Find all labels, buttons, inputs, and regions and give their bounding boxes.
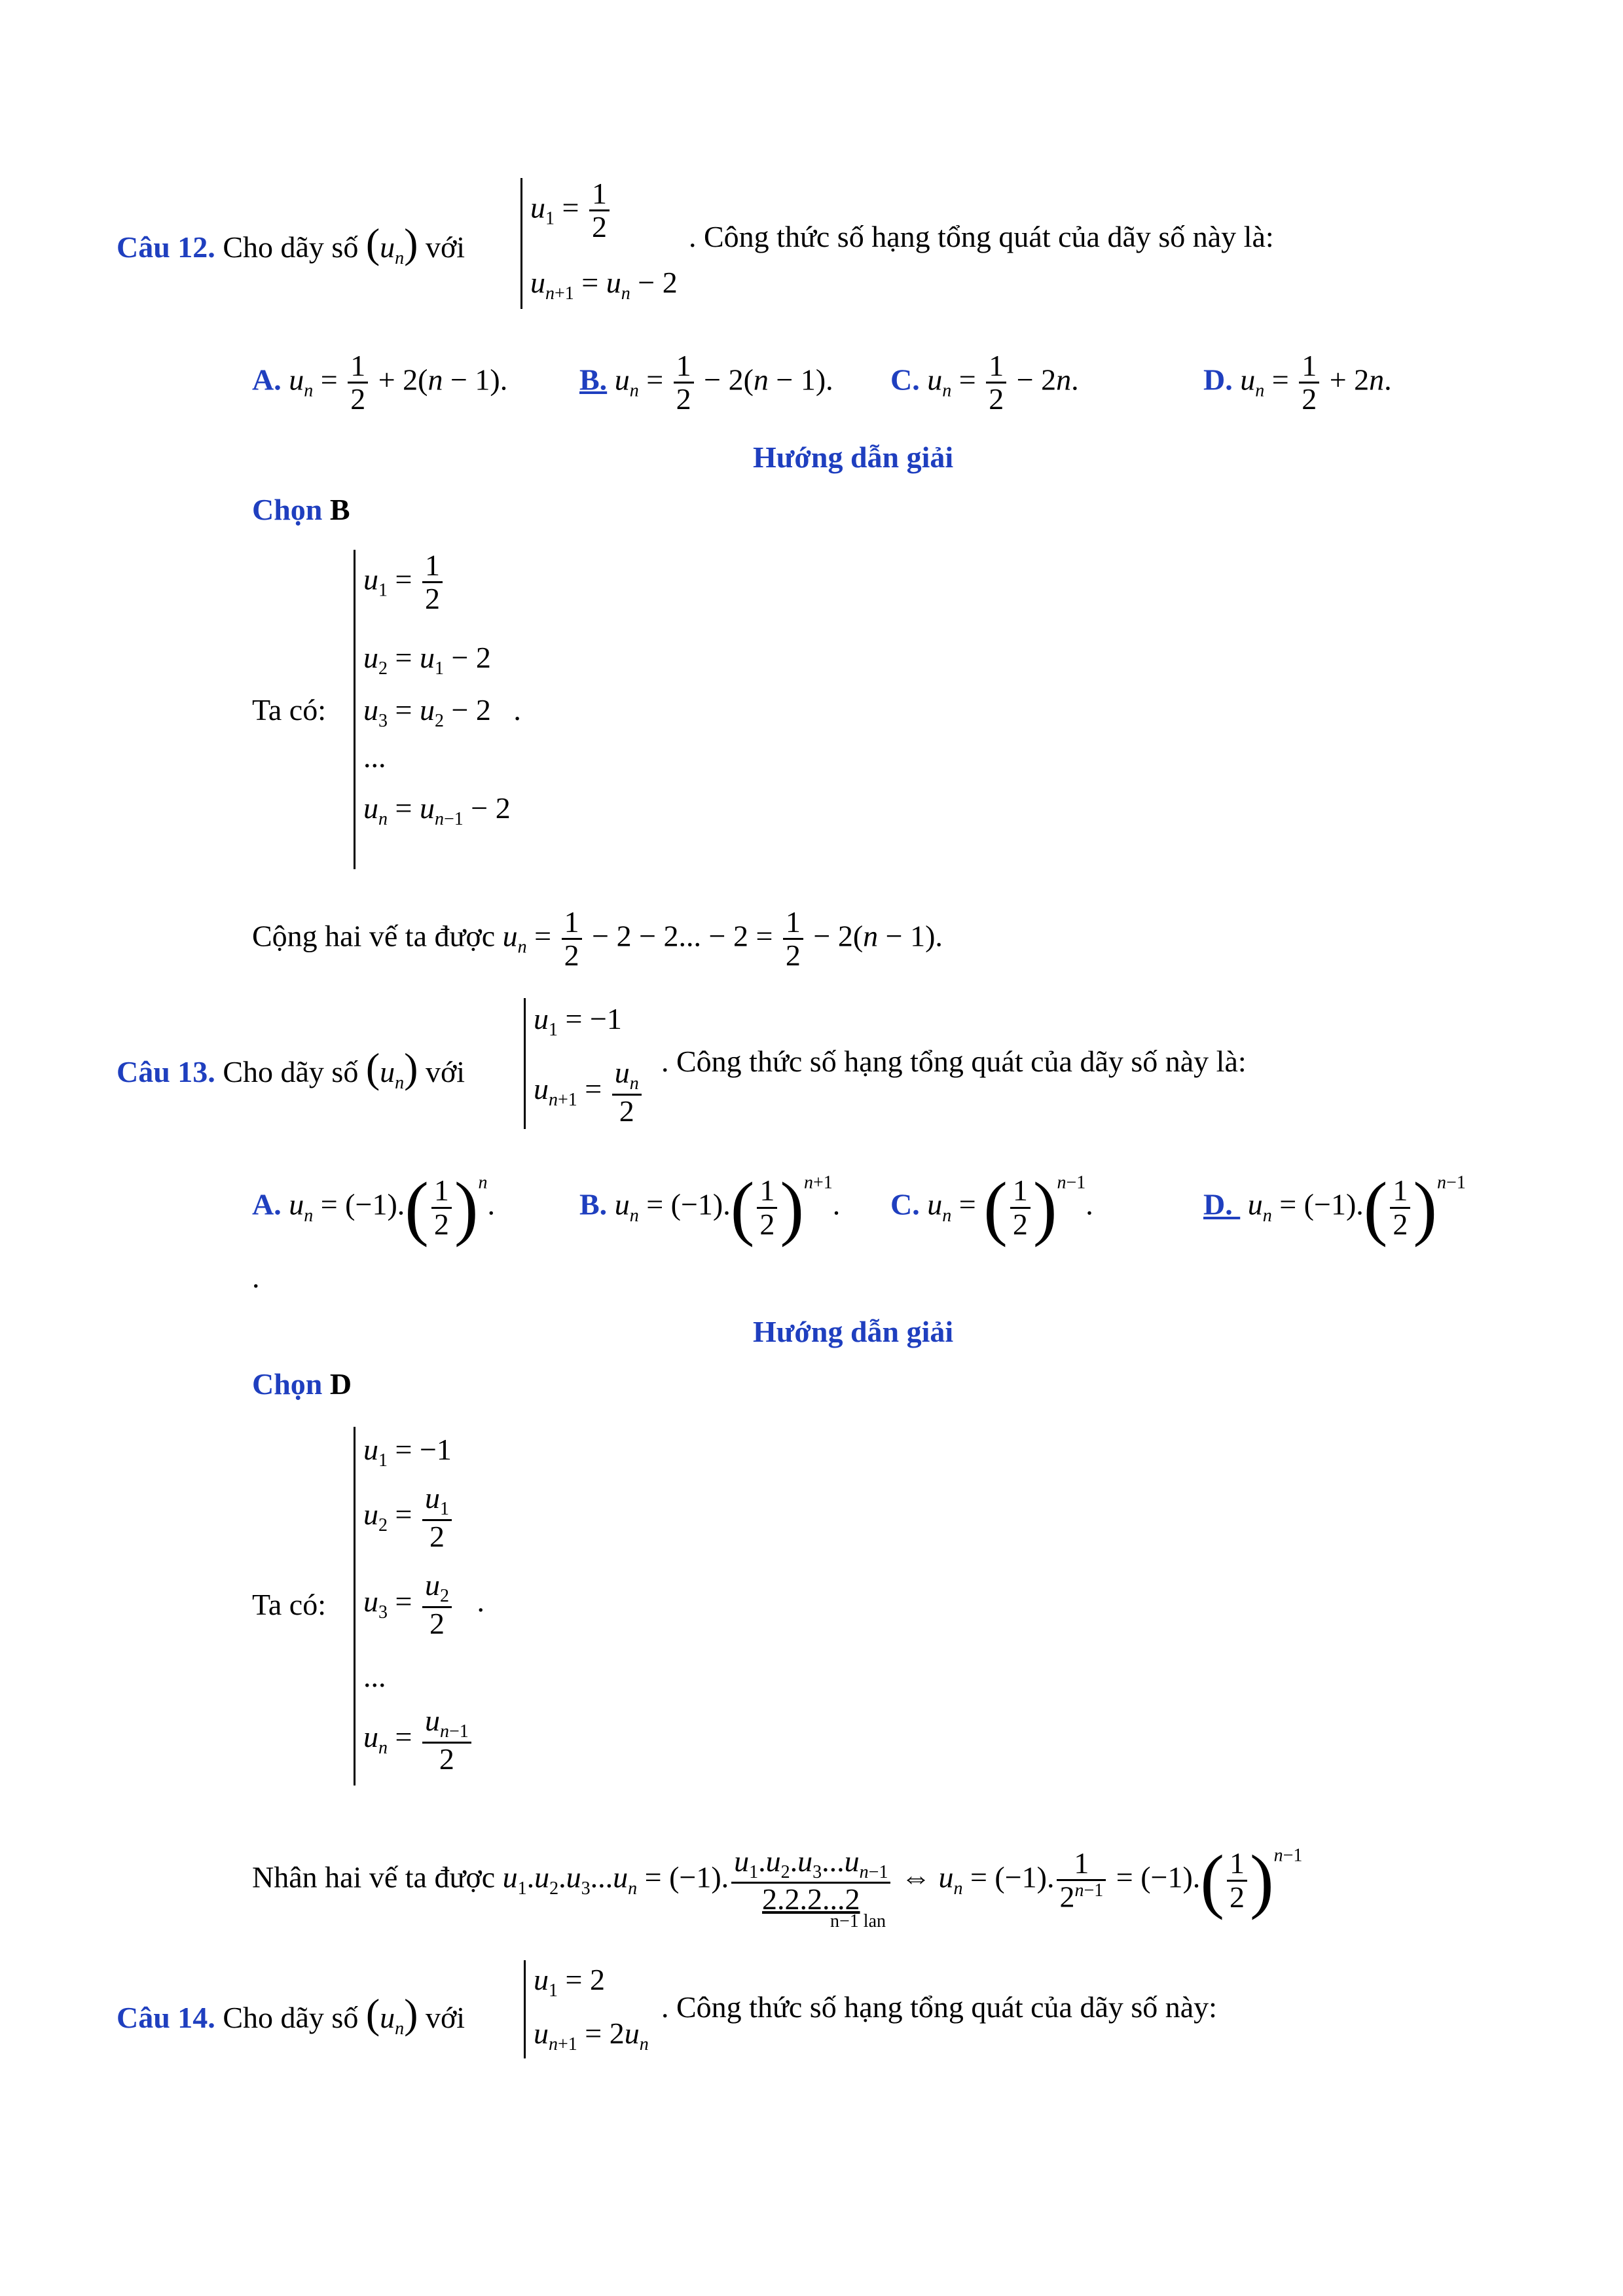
q12-option-b[interactable]: B. $u_n$ = $\frac{1}{2}$ − 2(n − 1). [579,349,833,416]
q12-ta-co: Ta có: [252,693,327,726]
q14-system-line2: $u_{n+1} = 2u_n$ [534,2017,649,2055]
q12-intro: Cho dãy số [223,230,359,264]
q14-label: Câu 14. [117,2001,215,2034]
q12-label: Câu 12. [117,230,215,264]
q13-system-line2: $u_{n+1}$ = $\frac{u_n}{2}$ [534,1057,644,1127]
q13-eq1: $u_1 = -1$ [363,1433,452,1471]
q13-dot: . [252,1261,260,1294]
q12-eq1: $u_1$ = $\frac{1}{2}$ [363,550,445,615]
q13-ta-co: Ta có: [252,1588,327,1621]
q12-stem: Câu 12. Cho dãy số $(u_n)$ với [117,220,465,269]
q13-eq4: $u_n$ = $\frac{u_{n-1}}{2}$ [363,1705,474,1775]
q14-system-line1: $u_1 = 2$ [534,1963,605,2001]
q14-rest: . Công thức số hạng tổng quát của dãy số này: [661,1990,1217,2024]
q13-label: Câu 13. [117,1055,215,1088]
q12-system-brace [520,178,522,309]
q13-eq3: $u_3$ = $\frac{u_2}{2}$ . [363,1568,484,1640]
q12-eq4: $u_n = u_{n-1} - 2$ [363,791,511,830]
q12-cong: Cộng hai vế ta được $u_n$ = $\frac{1}{2}$ − 2 − 2... − 2 = $\frac{1}{2}$ − 2(n − 1). [252,905,943,973]
q14-stem: Câu 14. Cho dãy số $(u_n)$ với [117,1990,465,2039]
q13-taco-brace [354,1427,356,1785]
q12-eq2: $u_2 = u_1 - 2$ [363,641,491,679]
q12-option-d[interactable]: D. $u_n$ = $\frac{1}{2}$ + 2n. [1203,349,1392,416]
q13-system-brace [524,998,526,1129]
q12-tacо-brace [354,550,356,869]
q13-system-line1: $u_1 = -1$ [534,1002,622,1041]
q12-with: với [425,230,465,264]
q12-system-line2: $u_{n+1} = u_n - 2$ [530,266,678,304]
q13-nhan: Nhân hai vế ta được $u_1.u_2.u_3...u_n = (-1)$. $\frac{u_1.u_2.u_3...u_{n-1}}{2.2.2...2}$ ⇔ $u_n = (-1)$. $\frac{1}{2^{n-1}}$ = (−1).( $\frac{1}{2}$ )$^{n-1}$ [252,1840,1303,1920]
q12-eq-dots: ... [363,740,386,774]
q12-rest: . Công thức số hạng tổng quát của dãy số này là: [689,220,1274,253]
q12-option-a[interactable]: A. $u_n$ = $\frac{1}{2}$ + 2(n − 1). [252,349,508,416]
q12-choose: Chọn B [252,493,350,526]
q13-underbrace-label: n−1 lan [830,1911,886,1931]
q13-rest: . Công thức số hạng tổng quát của dãy số này là: [661,1045,1247,1078]
q13-eq2: $u_2$ = $\frac{u_1}{2}$ [363,1482,454,1552]
q12-eq3: $u_3 = u_2 - 2$ . [363,693,521,732]
q13-option-a[interactable]: A. $u_n = (-1)$.( $\frac{1}{2}$ )$^n$. [252,1168,496,1247]
q13-eq-dots: ... [363,1660,386,1693]
q13-option-b[interactable]: B. $u_n = (-1)$.( $\frac{1}{2}$ )$^{n+1}$. [579,1168,841,1247]
q13-option-d[interactable]: D. $u_n = (-1)$.( $\frac{1}{2}$ )$^{n-1}$ [1203,1168,1466,1247]
q13-solution-heading: Hướng dẫn giải [753,1315,954,1348]
q13-option-c[interactable]: C. $u_n$ = ( $\frac{1}{2}$ )$^{n-1}$. [890,1168,1093,1247]
q12-option-c[interactable]: C. $u_n$ = $\frac{1}{2}$ − 2n. [890,349,1079,416]
q12-solution-heading: Hướng dẫn giải [753,440,954,474]
q13-choose: Chọn D [252,1367,352,1401]
q13-stem: Câu 13. Cho dãy số $(u_n)$ với [117,1045,465,1094]
q12-system-line1: $u_1$ = $\frac{1}{2}$ [530,178,612,243]
q14-system-brace [524,1960,526,2058]
